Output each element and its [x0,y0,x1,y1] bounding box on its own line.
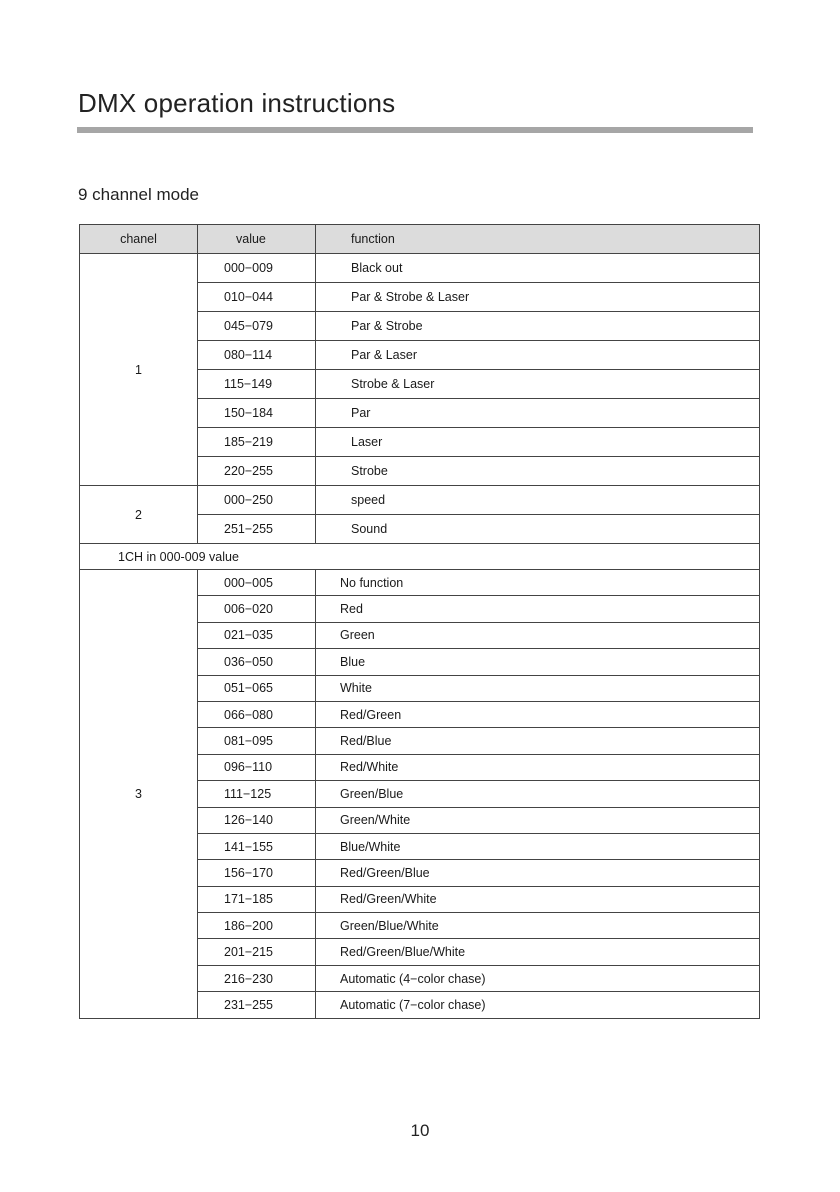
column-header-function: function [316,225,760,254]
table-row [80,570,760,596]
function-cell: Green/Blue [316,781,760,807]
function-cell: Laser [316,428,760,457]
function-cell: Green/White [316,807,760,833]
function-cell: Par & Strobe [316,312,760,341]
value-range-cell: 141−155 [198,833,316,859]
value-range-cell: 220−255 [198,457,316,486]
value-range-cell: 066−080 [198,701,316,727]
function-cell: Red/Green/Blue/White [316,939,760,965]
section-title: 9 channel mode [78,185,199,204]
function-cell: Red/White [316,754,760,780]
column-header-chanel: chanel [80,225,198,254]
value-range-cell: 081−095 [198,728,316,754]
function-cell: Blue [316,649,760,675]
function-cell: Par & Laser [316,341,760,370]
column-header-value: value [198,225,316,254]
value-range-cell: 126−140 [198,807,316,833]
value-range-cell: 096−110 [198,754,316,780]
value-range-cell: 216−230 [198,965,316,991]
value-range-cell: 021−035 [198,622,316,648]
value-range-cell: 080−114 [198,341,316,370]
function-cell: Red/Green [316,701,760,727]
value-range-cell: 201−215 [198,939,316,965]
value-range-cell: 036−050 [198,649,316,675]
value-range-cell: 156−170 [198,860,316,886]
value-range-cell: 000−250 [198,486,316,515]
function-cell: Strobe [316,457,760,486]
value-range-cell: 000−005 [198,570,316,596]
value-range-cell: 051−065 [198,675,316,701]
value-range-cell: 000−009 [198,254,316,283]
function-cell: Red [316,596,760,622]
function-cell: Red/Blue [316,728,760,754]
function-cell: Black out [316,254,760,283]
table-row [80,486,760,515]
function-cell: Strobe & Laser [316,370,760,399]
value-range-cell: 010−044 [198,283,316,312]
function-cell: Par [316,399,760,428]
table-note-row [80,544,760,570]
value-range-cell: 185−219 [198,428,316,457]
value-range-cell: 115−149 [198,370,316,399]
function-cell: Red/Green/Blue [316,860,760,886]
function-cell: Par & Strobe & Laser [316,283,760,312]
value-range-cell: 150−184 [198,399,316,428]
value-range-cell: 006−020 [198,596,316,622]
channel-cell-3: 3 [80,570,198,1019]
title-rule [77,127,753,133]
value-range-cell: 045−079 [198,312,316,341]
channel-cell-1: 1 [80,254,198,486]
function-cell: Green/Blue/White [316,913,760,939]
value-range-cell: 251−255 [198,515,316,544]
page-title: DMX operation instructions [78,88,396,118]
value-range-cell: 231−255 [198,992,316,1018]
value-range-cell: 186−200 [198,913,316,939]
function-cell: Red/Green/White [316,886,760,912]
function-cell: White [316,675,760,701]
table-header-row [80,225,760,254]
function-cell: speed [316,486,760,515]
function-cell: Automatic (4−color chase) [316,965,760,991]
function-cell: Automatic (7−color chase) [316,992,760,1018]
note-cell: 1CH in 000-009 value [80,544,760,570]
function-cell: Sound [316,515,760,544]
table-row [80,254,760,283]
function-cell: No function [316,570,760,596]
function-cell: Blue/White [316,833,760,859]
function-cell: Green [316,622,760,648]
value-range-cell: 171−185 [198,886,316,912]
value-range-cell: 111−125 [198,781,316,807]
page-number: 10 [410,1121,430,1140]
dmx-table-body [80,225,760,1019]
channel-cell-2: 2 [80,486,198,544]
dmx-channel-table [79,224,760,1019]
